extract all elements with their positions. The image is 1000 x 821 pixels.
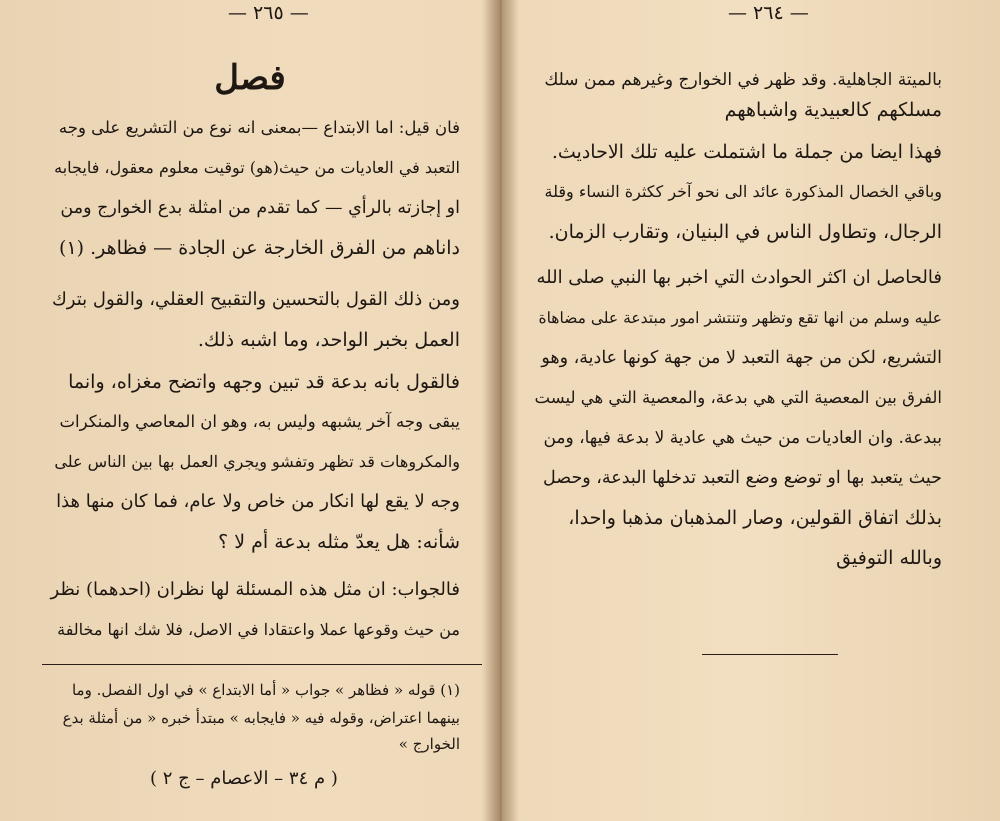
- right-body-line: مسلكهم كالعبيدية واشباههم: [724, 99, 942, 121]
- left-body-line: يبقى وجه آخر يشبهه وليس به، وهو ان المعاصي والمنكرات: [59, 412, 460, 431]
- footnote-line: بينهما اعتراض، وقوله فيه « فايجابه » مبتدأ خبره « من أمثلة بدع: [62, 709, 460, 727]
- footnote-line: (١) قوله « فظاهر » جواب « أما الابتداع » في اول الفصل. وما: [71, 681, 460, 699]
- section-heading: فصل: [214, 58, 286, 98]
- page-number-264: — ٢٦٤ —: [728, 2, 809, 24]
- left-body-line: وجه لا يقع لها انكار من خاص ولا عام، فما كان منها هذا: [56, 491, 460, 512]
- right-body-line: عليه وسلم من انها تقع وتظهر وتنتشر امور مبتدعة على مضاهاة: [538, 309, 942, 327]
- left-body-line: فان قيل: اما الابتداع —بمعنى انه نوع من التشريع على وجه: [58, 118, 460, 137]
- left-body-line: العمل بخبر الواحد، وما اشبه ذلك.: [197, 329, 460, 351]
- right-body-line: الفرق بين المعصية التي هي بدعة، والمعصية التي هي ليست: [534, 388, 942, 407]
- footnote-separator: [42, 664, 482, 665]
- footnote-line: الخوارج »: [398, 735, 460, 753]
- left-body-line: التعبد في العاديات من حيث(هو) توقيت معلوم معقول، فايجابه: [54, 158, 460, 177]
- end-rule: [702, 654, 838, 655]
- left-body-line: فالقول بانه بدعة قد تبين وجهه واتضح مغزاه، وانما: [68, 371, 460, 393]
- right-body-line: بذلك اتفاق القولين، وصار المذهبان مذهبا واحدا،: [568, 507, 942, 529]
- page-number-265: — ٢٦٥ —: [228, 2, 309, 24]
- left-body-line: فالجواب: ان مثل هذه المسئلة لها نظران (احدهما) نظر: [50, 579, 460, 600]
- right-body-line: الرجال، وتطاول الناس في البنيان، وتقارب الزمان.: [548, 221, 942, 243]
- right-body-line: فالحاصل ان اكثر الحوادث التي اخبر بها النبي صلى الله: [536, 267, 942, 288]
- right-body-line: وبالله التوفيق: [836, 547, 942, 569]
- left-body-line: او إجازته بالرأي — كما تقدم من امثلة بدع الخوارج ومن: [60, 198, 460, 218]
- right-body-line: وباقي الخصال المذكورة عائد الى نحو آخر ككثرة النساء وقلة: [544, 182, 942, 201]
- left-body-line: شأنه: هل يعدّ مثله بدعة أم لا ؟: [218, 531, 460, 553]
- right-body-line: التشريع، لكن من جهة التعبد لا من جهة كونها عادية، وهو: [541, 348, 942, 368]
- left-body-line: والمكروهات قد تظهر وتفشو ويجري العمل بها بين الناس على: [54, 452, 460, 471]
- left-body-line: من حيث وقوعها عملا واعتقادا في الاصل، فلا شك انها مخالفة: [57, 620, 460, 639]
- signature-mark: ( م ٣٤ – الاعصام – ج ٢ ): [150, 768, 338, 789]
- left-body-line: ومن ذلك القول بالتحسين والتقبيح العقلي، والقول بترك: [51, 289, 460, 310]
- right-body-line: ببدعة. وان العاديات من حيث هي عادية لا بدعة فيها، ومن: [543, 428, 942, 448]
- left-body-line: داناهم من الفرق الخارجة عن الجادة — فظاهر. (١): [59, 237, 460, 259]
- right-body-line: بالميتة الجاهلية. وقد ظهر في الخوارج وغيرهم ممن سلك: [544, 70, 942, 90]
- right-body-line: حيث يتعبد بها او توضع وضع التعبد تدخلها البدعة، وحصل: [543, 468, 942, 488]
- right-body-line: فهذا ايضا من جملة ما اشتملت عليه تلك الاحاديث.: [551, 141, 942, 163]
- right-page: [502, 0, 1000, 821]
